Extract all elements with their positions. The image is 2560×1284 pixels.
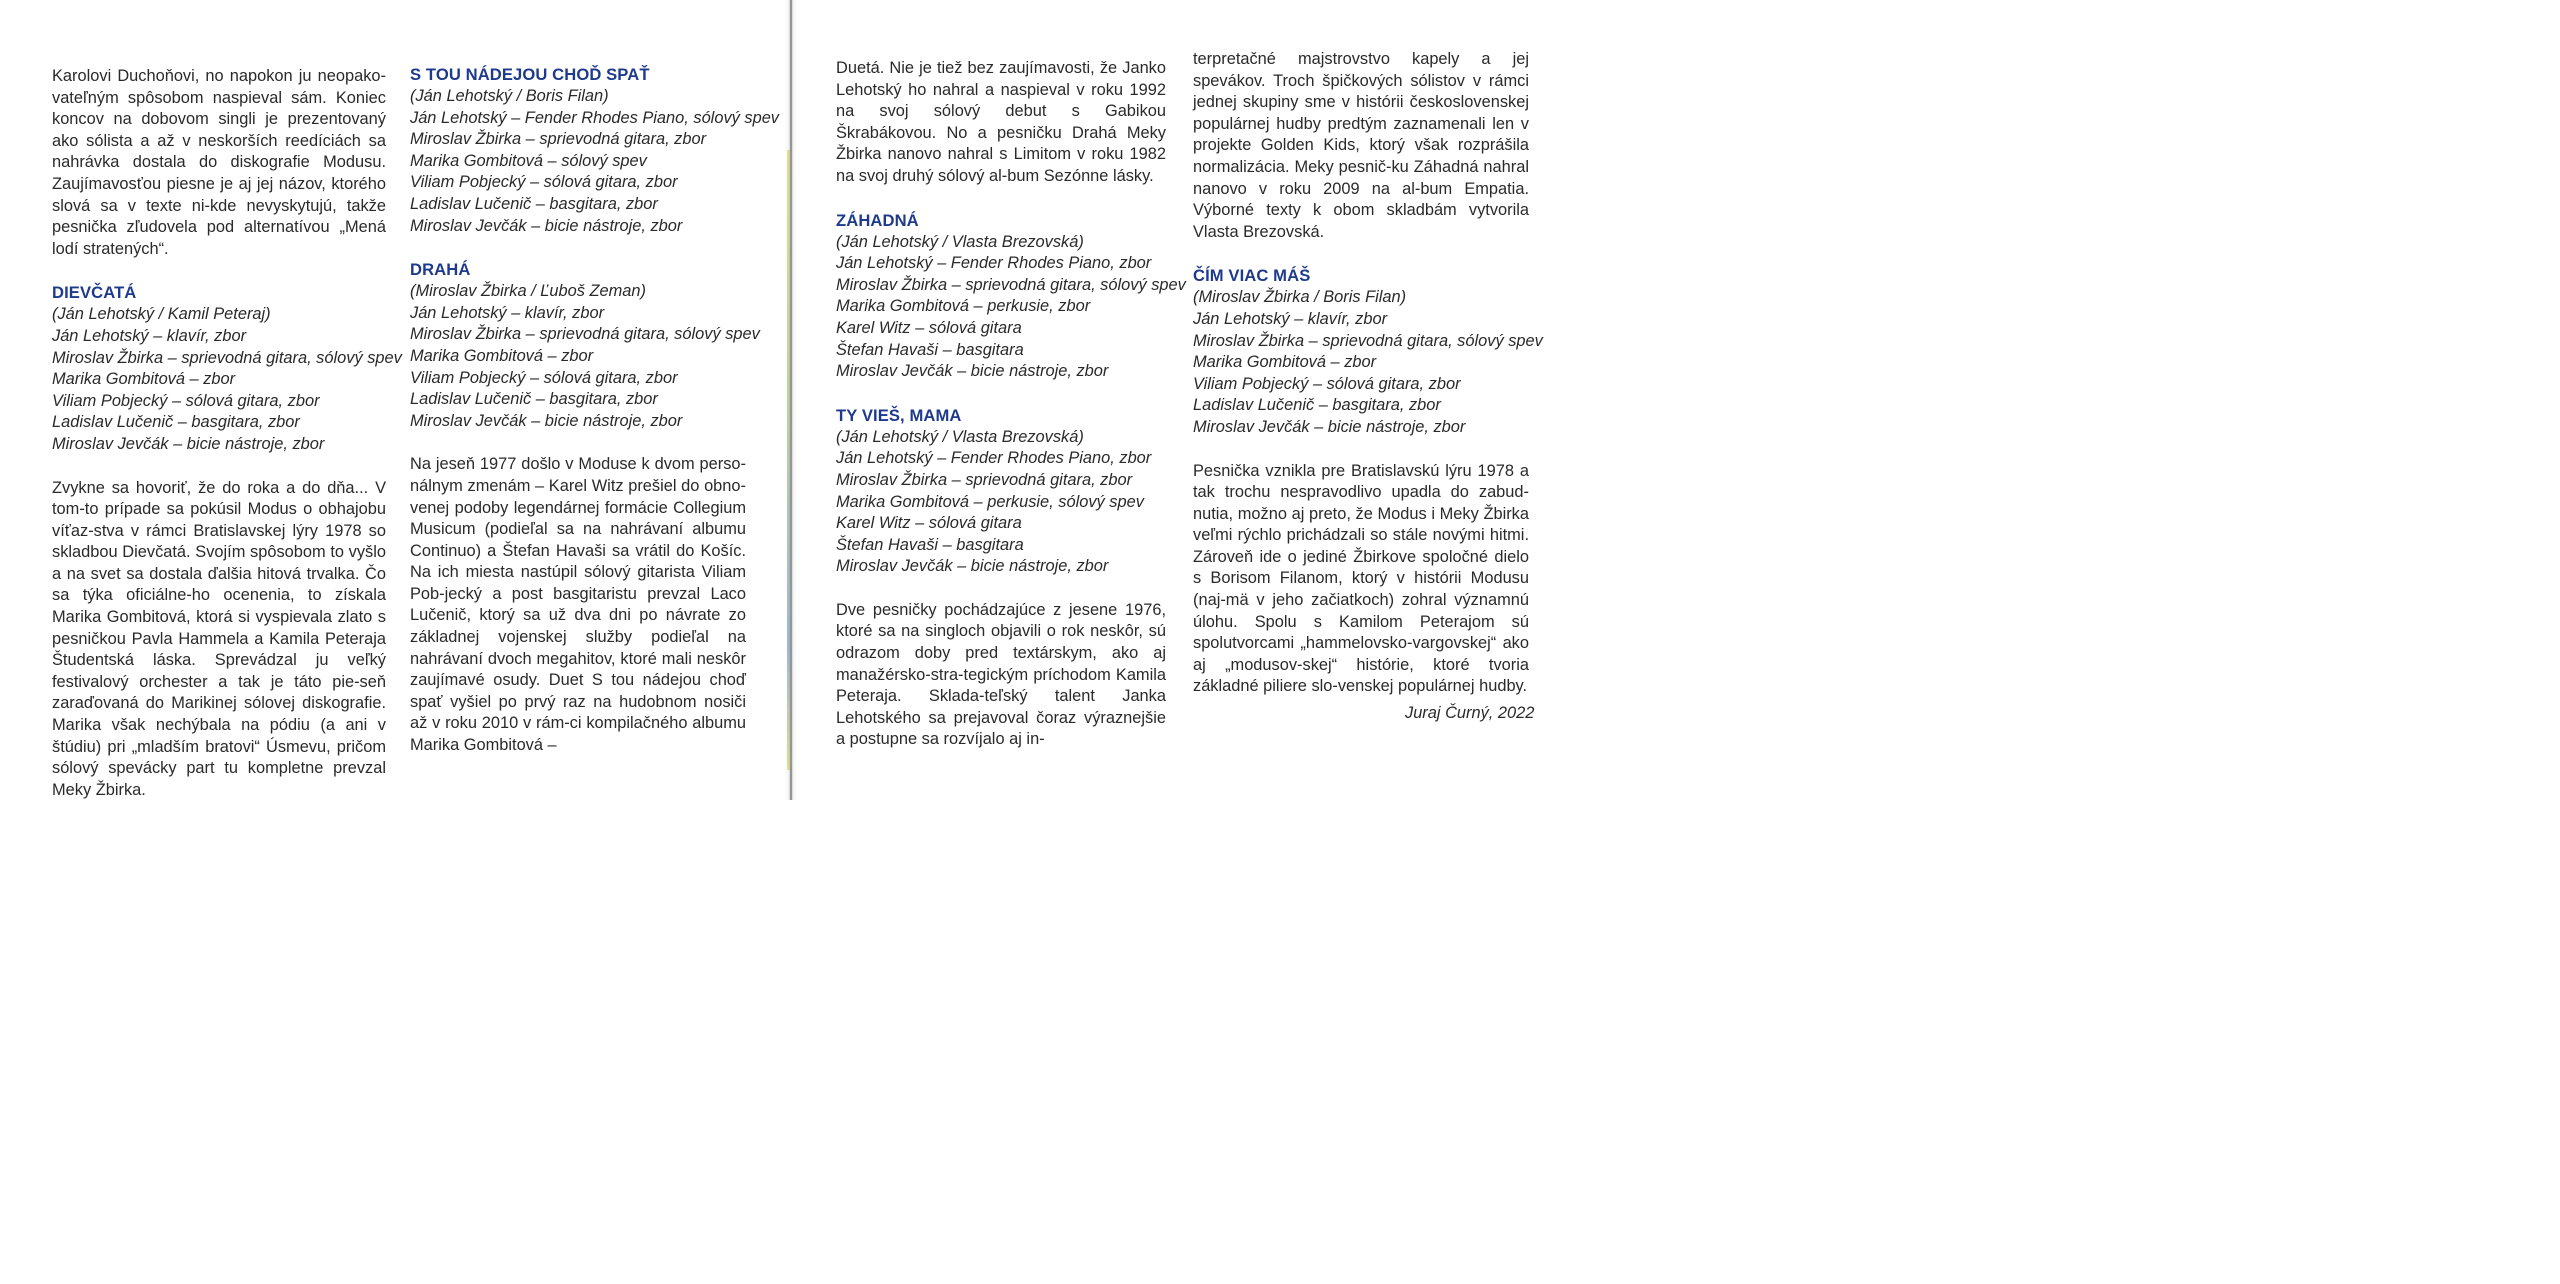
credit-line: Ladislav Lučenič – basgitara, zbor: [410, 390, 658, 409]
credit-line: Miroslav Žbirka – sprievodná gitara, sólový spev: [836, 275, 1186, 294]
song-title: DRAHÁ: [410, 260, 471, 280]
song-title: ČÍM VIAC MÁŠ: [1193, 266, 1311, 286]
song-credits: [836, 427, 1166, 578]
credit-line: Marika Gombitová – perkusie, sólový spev: [836, 492, 1144, 511]
credit-line: Štefan Havaši – basgitara: [836, 340, 1024, 359]
spine-color-stripe: [787, 150, 790, 770]
credit-line: (Miroslav Žbirka / Boris Filan): [1193, 288, 1407, 307]
credit-line: Ján Lehotský – Fender Rhodes Piano, sólový spev: [410, 108, 780, 127]
credit-line: Miroslav Jevčák – bicie nástroje, zbor: [52, 434, 325, 453]
credit-line: Viliam Pobjecký – sólová gitara, zbor: [410, 173, 678, 192]
credit-line: Viliam Pobjecký – sólová gitara, zbor: [410, 368, 678, 387]
body-paragraph: Dve pesničky pochádzajúce z jesene 1976, ktoré sa na singloch objavili o rok neskôr, sú odrazom doby pred textárskym, ako aj manažérsko-stra-tegickým príchodom Kamila Peteraja. Sklada-teľský talent Janka Lehotského sa prejavoval čoraz výraznejšie a postupne sa rozvíjalo aj in-: [836, 600, 1166, 749]
credit-line: Marika Gombitová – zbor: [410, 346, 594, 365]
credit-line: Miroslav Jevčák – bicie nástroje, zbor: [836, 557, 1109, 576]
credit-line: Viliam Pobjecký – sólová gitara, zbor: [1193, 374, 1461, 393]
credit-line: Marika Gombitová – perkusie, zbor: [836, 297, 1091, 316]
credit-line: Miroslav Žbirka – sprievodná gitara, sólový spev: [1193, 331, 1543, 350]
credit-line: Ladislav Lučenič – basgitara, zbor: [1193, 396, 1441, 415]
credit-line: Ján Lehotský – klavír, zbor: [410, 303, 605, 322]
intro-paragraph: terpretačné majstrovstvo kapely a jej spevákov. Troch špičkových sólistov v rámci jednej skupiny sme v histórii československej populárnej hudby predtým zaznamenali len v projekte Golden Kids, ktorý však rozprášila normalizácia. Meky pesnič-ku Záhadná nahral nanovo v roku 2009 na al-bum Empatia. Výborné texty k obom skladbám vytvorila Vlasta Brezovská.: [1193, 50, 1529, 241]
body-paragraph: Na jeseň 1977 došlo v Moduse k dvom perso-nálnym zmenám – Karel Witz prešiel do obno-venej podoby legendárnej formácie Collegium Musicum (podieľal sa na nahrávaní albumu Continuo) a Štefan Havaši sa vrátil do Košíc. Na ich miesta nastúpil sólový gitarista Viliam Pob-jecký a post basgitaristu prevzal Laco Lučenič, ktorý sa už dva dni po návrate zo základnej vojenskej služby podieľal na nahrávaní dvoch megahitov, ktoré mali neskôr zaujímavé osudy. Duet S tou nádejou choď spať vyšiel po prvý raz na hudobnom nosiči až v roku 2010 v rám-ci kompilačného albumu Marika Gombitová –: [410, 455, 746, 755]
credit-line: Ladislav Lučenič – basgitara, zbor: [410, 194, 658, 213]
credit-line: (Ján Lehotský / Vlasta Brezovská): [836, 427, 1084, 446]
intro-paragraph: Karolovi Duchoňovi, no napokon ju neopako-vateľným spôsobom naspieval sám. Koniec koncov na dobovom singli je prezentovaný ako sólista a až v neskorších reedíciách sa nahrávka dostala do diskografie Modusu. Zaujímavosťou piesne je aj jej názov, ktorého slová sa v texte ni-kde nevyskytujú, takže pesnička zľudovela pod alternatívou „Mená lodí stratených“.: [52, 67, 386, 258]
credit-line: Ladislav Lučenič – basgitara, zbor: [52, 413, 300, 432]
column-3: [836, 58, 1186, 751]
column-2: [410, 64, 780, 757]
credit-line: Marika Gombitová – zbor: [1193, 353, 1377, 372]
intro-paragraph: Duetá. Nie je tiež bez zaujímavosti, že Janko Lehotský ho nahral a naspieval v roku 1992 na svoj sólový debut s Gabikou Škrabákovou. No a pesničku Drahá Meky Žbirka nanovo nahral s Limitom v roku 1982 na svoj druhý sólový al-bum Sezónne lásky.: [836, 59, 1166, 185]
credit-line: Ján Lehotský – klavír, zbor: [52, 326, 247, 345]
credit-line: (Miroslav Žbirka / Ľuboš Zeman): [410, 282, 646, 301]
column-1: [52, 66, 402, 801]
song-credits: [836, 232, 1186, 383]
body-paragraph: Pesnička vznikla pre Bratislavskú lýru 1978 a tak trochu nespravodlivo upadla do zabud-nutia, možno aj preto, že Modus i Meky Žbirka veľmi rýchlo prichádzali so stále novými hitmi. Zároveň ide o jediné Žbirkove spoločné dielo s Borisom Filanom, ktorý v histórii Modusu (naj-mä v jeho začiatkoch) zohral významnú úlohu. Spolu s Kamilom Peterajom sú spolutvorcami „hammelovsko-vargovskej“ ako aj „modusov-skej“ histórie, ktoré tvoria základné piliere slo-venskej populárnej hudby.: [1193, 461, 1529, 696]
song-credits: [52, 304, 402, 455]
credit-line: (Ján Lehotský / Kamil Peteraj): [52, 305, 271, 324]
credit-line: Marika Gombitová – zbor: [52, 370, 236, 389]
song-credits: [410, 86, 780, 237]
song-title: S TOU NÁDEJOU CHOĎ SPAŤ: [410, 65, 650, 84]
credit-line: Miroslav Žbirka – sprievodná gitara, zbor: [836, 470, 1133, 489]
body-paragraph: Zvykne sa hovoriť, že do roka a do dňa... V tom-to prípade sa pokúsil Modus o obhajobu víťaz-stva v rámci Bratislavskej lýry 1978 so skladbou Dievčatá. Svojím spôsobom to vyšlo a na svet sa dostala ďalšia hitová trvalka. Čo sa týka oficiálne-ho ocenenia, to získala Marika Gombitová, ktorá si vyspievala zlato s pesničkou Pavla Hammela a Kamila Peteraja Študentská láska. Sprevádzal ju veľký festivalový orchester a tak je táto pie-seň zaraďovaná do Marikinej sólovej diskografie. Marika však nechýbala na pódiu (a ani v štúdiu) pri „mladším bratovi“ Úsmevu, pričom sólový spevácky part tu kompletne prevzal Meky Žbirka.: [52, 478, 386, 799]
song-title: TY VIEŠ, MAMA: [836, 405, 962, 425]
credit-line: Miroslav Žbirka – sprievodná gitara, sólový spev: [410, 325, 760, 344]
credit-line: Ján Lehotský – klavír, zbor: [1193, 309, 1388, 328]
credit-line: Miroslav Jevčák – bicie nástroje, zbor: [410, 411, 683, 430]
credit-line: Miroslav Jevčák – bicie nástroje, zbor: [836, 362, 1109, 381]
credit-line: Miroslav Jevčák – bicie nástroje, zbor: [1193, 417, 1466, 436]
song-title: DIEVČATÁ: [52, 283, 137, 303]
credit-line: Karel Witz – sólová gitara: [836, 514, 1022, 533]
credit-line: (Ján Lehotský / Boris Filan): [410, 87, 609, 105]
song-credits: [410, 281, 760, 432]
credit-line: (Ján Lehotský / Vlasta Brezovská): [836, 232, 1084, 251]
credit-line: Marika Gombitová – sólový spev: [410, 151, 647, 170]
credit-line: Viliam Pobjecký – sólová gitara, zbor: [52, 391, 320, 410]
song-title: ZÁHADNÁ: [836, 210, 919, 230]
credit-line: Ján Lehotský – Fender Rhodes Piano, zbor: [836, 254, 1152, 273]
credit-line: Miroslav Žbirka – sprievodná gitara, zbor: [410, 130, 707, 149]
credit-line: Štefan Havaši – basgitara: [836, 535, 1024, 554]
credit-line: Miroslav Žbirka – sprievodná gitara, sólový spev: [52, 348, 402, 367]
credit-line: Miroslav Jevčák – bicie nástroje, zbor: [410, 216, 683, 235]
credit-line: Ján Lehotský – Fender Rhodes Piano, zbor: [836, 449, 1152, 468]
author-signature: Juraj Čurný, 2022: [1405, 704, 1535, 722]
column-4: [1193, 49, 1543, 698]
song-credits: [1193, 287, 1543, 438]
credit-line: Karel Witz – sólová gitara: [836, 318, 1022, 337]
